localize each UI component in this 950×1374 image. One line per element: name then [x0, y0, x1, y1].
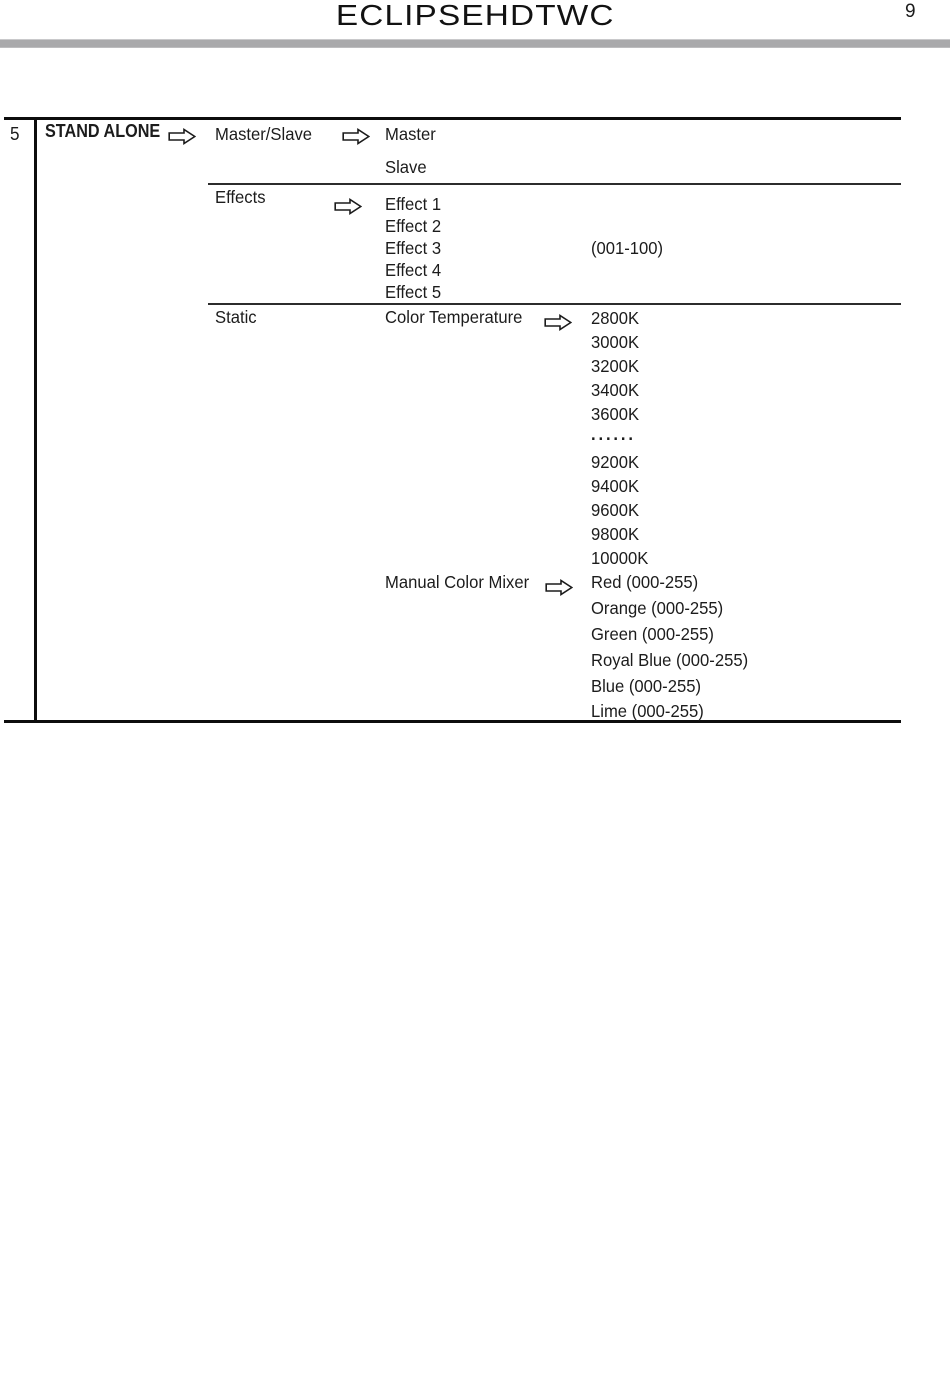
- option-orange: Orange (000-255): [591, 598, 724, 618]
- header-divider-bar: [0, 39, 950, 48]
- section-divider-master-slave: [208, 183, 901, 185]
- option-9800k: 9800K: [591, 524, 640, 544]
- submenu-static: Static: [215, 307, 257, 327]
- option-red: Red (000-255): [591, 572, 699, 592]
- option-effect-2: Effect 2: [385, 216, 442, 236]
- right-arrow-icon: [544, 314, 572, 331]
- section-divider-effects: [208, 303, 901, 305]
- option-lime: Lime (000-255): [591, 701, 704, 721]
- option-3000k: 3000K: [591, 332, 640, 352]
- menu-row-number: 5: [10, 124, 20, 144]
- option-3200k: 3200K: [591, 356, 640, 376]
- option-slave: Slave: [385, 157, 427, 177]
- table-column-divider: [34, 117, 37, 723]
- table-top-border: [4, 117, 901, 120]
- option-green: Green (000-255): [591, 624, 714, 644]
- option-effect-3: Effect 3: [385, 238, 442, 258]
- option-master: Master: [385, 124, 436, 144]
- right-arrow-icon: [168, 128, 196, 145]
- right-arrow-icon: [545, 579, 573, 596]
- submenu-color-temperature: Color Temperature: [385, 307, 523, 327]
- submenu-manual-color-mixer: Manual Color Mixer: [385, 572, 530, 592]
- option-blue: Blue (000-255): [591, 676, 701, 696]
- option-ellipsis: ......: [591, 424, 636, 444]
- effects-value-range: (001-100): [591, 238, 664, 258]
- option-10000k: 10000K: [591, 548, 649, 568]
- option-2800k: 2800K: [591, 308, 640, 328]
- option-9400k: 9400K: [591, 476, 640, 496]
- right-arrow-icon: [342, 128, 370, 145]
- submenu-effects: Effects: [215, 187, 266, 207]
- page-title-text: ECLIPSEHDTWC: [335, 0, 615, 32]
- option-3600k: 3600K: [591, 404, 640, 424]
- submenu-master-slave: Master/Slave: [215, 124, 313, 144]
- option-3400k: 3400K: [591, 380, 640, 400]
- option-effect-1: Effect 1: [385, 194, 442, 214]
- page-number: 9: [905, 1, 916, 22]
- option-9600k: 9600K: [591, 500, 640, 520]
- option-effect-5: Effect 5: [385, 282, 442, 302]
- option-effect-4: Effect 4: [385, 260, 442, 280]
- table-bottom-border: [4, 720, 901, 723]
- menu-title-stand-alone: STAND ALONE: [45, 121, 161, 141]
- option-royal-blue: Royal Blue (000-255): [591, 650, 749, 670]
- page-title: [0, 0, 950, 34]
- right-arrow-icon: [334, 198, 362, 215]
- option-9200k: 9200K: [591, 452, 640, 472]
